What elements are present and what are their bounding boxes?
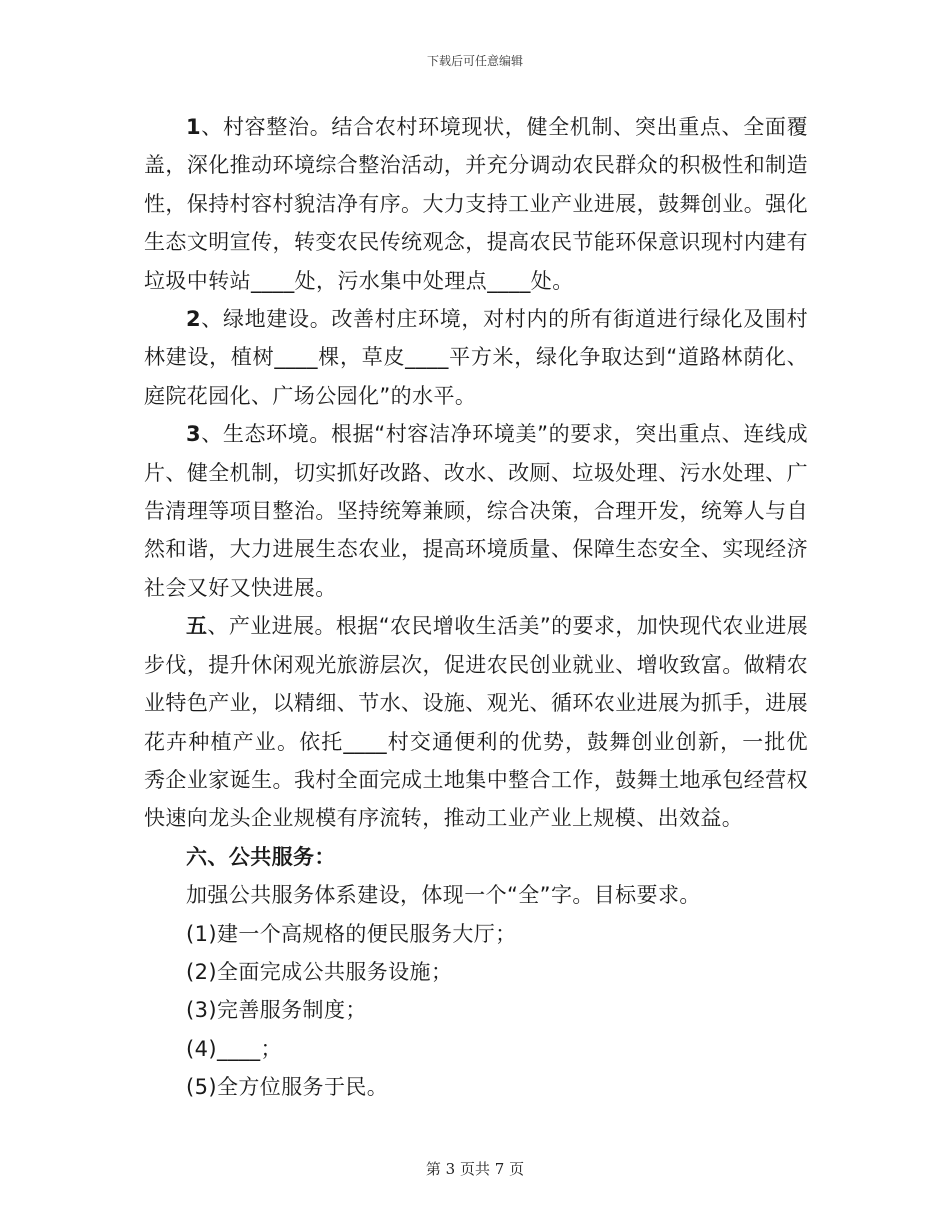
service-item-3: (3)完善服务制度； <box>186 998 367 1023</box>
section-heading-public-service: 六、公共服务： <box>186 844 336 869</box>
section-paragraph-2 <box>144 300 808 415</box>
service-item-2: (2)全面完成公共服务设施； <box>186 959 453 984</box>
section-number: 2 <box>186 307 202 332</box>
section-text: 村容整治。结合农村环境现状，健全机制、突出重点、全面覆盖，深化推动环境综合整治活动，并充分调动农民群众的积极性和制造性，保持村容村貌洁净有序。大力支持工业产业进展，鼓舞创业。强化生态文明宣传，转变农民传统观念，提高农民节能环保意识现村内建有垃圾中转站____处，污水集中处理点____处。 <box>144 115 808 293</box>
page-header: 下载后可任意编辑 <box>426 54 523 68</box>
page-footer: 第 3 页共 7 页 <box>425 1160 525 1178</box>
document-body <box>144 108 808 1107</box>
section-separator: 、 <box>201 307 223 332</box>
section-text: 产业进展。根据“农民增收生活美”的要求，加快现代农业进展步伐，提升休闲观光旅游层次，促进农民创业就业、增收致富。做精农业特色产业，以精细、节水、设施、观光、循环农业进展为抓手，进展花卉种植产业。依托____村交通便利的优势，鼓舞创业创新，一批优秀企业家诞生。我村全面完成土地集中整合工作，鼓舞土地承包经营权快速向龙头企业规模有序流转，推动工业产业上规模、出效益。 <box>144 614 809 831</box>
service-intro: 加强公共服务体系建设，体现一个“全”字。目标要求。 <box>186 883 701 908</box>
section-paragraph-1 <box>144 108 808 300</box>
section-text: 生态环境。根据“村容洁净环境美”的要求，突出重点、连线成片、健全机制，切实抓好改路、改水、改厕、垃圾处理、污水处理、广告清理等项目整治。坚持统筹兼顾，综合决策，合理开发，统筹人与自然和谐，大力进展生态农业，提高环境质量、保障生态安全、实现经济社会又好又快进展。 <box>144 422 808 600</box>
section-number: 五 <box>186 614 208 639</box>
service-item-1: (1)建一个高规格的便民服务大厅； <box>186 921 517 946</box>
section-number: 1 <box>186 115 202 139</box>
section-separator: 、 <box>201 115 223 139</box>
service-item-5: (5)全方位服务于民。 <box>186 1075 389 1100</box>
section-separator: 、 <box>201 422 223 447</box>
section-paragraph-3 <box>144 415 808 607</box>
section-text: 绿地建设。改善村庄环境，对村内的所有街道进行绿化及围村林建设，植树____棵，草皮____平方米，绿化争取达到“道路林荫化、庭院花园化、广场公园化”的水平。 <box>144 307 808 408</box>
section-separator: 、 <box>207 614 229 639</box>
section-number: 3 <box>186 422 202 447</box>
service-item-4: (4)____； <box>186 1036 282 1061</box>
section-paragraph-5 <box>144 607 808 837</box>
